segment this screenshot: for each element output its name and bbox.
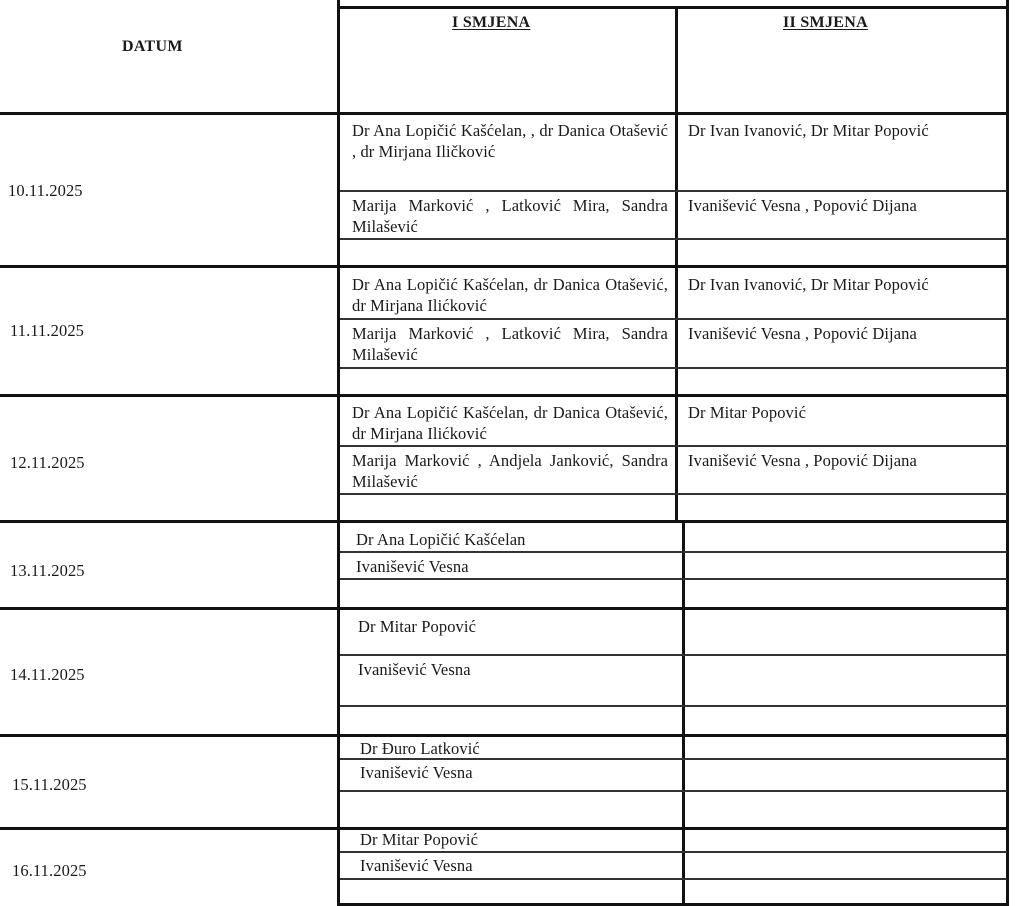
shift1-doctors: Dr Ana Lopičić Kašćelan, dr Danica Otašević, dr Mirjana Ilićković xyxy=(352,275,668,315)
header-separator xyxy=(0,112,1009,115)
shift1-doctors: Dr Đuro Latković xyxy=(360,739,480,758)
subrow-line xyxy=(340,551,1007,553)
table-right-border xyxy=(1006,0,1009,906)
row-separator-11 xyxy=(0,394,1009,397)
subrow-line xyxy=(340,705,1007,707)
subrow-line xyxy=(340,367,1007,369)
row-date: 10.11.2025 xyxy=(8,181,83,200)
column-divider-datum xyxy=(337,0,340,906)
header-shift-2: II SMJENA xyxy=(783,14,868,31)
shift1-staff: Ivanišević Vesna xyxy=(358,660,471,679)
shift1-doctors: Dr Ana Lopičić Kašćelan, dr Danica Otašević, dr Mirjana Ilićković xyxy=(352,403,668,443)
subrow-line xyxy=(340,578,1007,580)
row-date: 15.11.2025 xyxy=(12,775,87,794)
shift1-staff: Marija Marković , Andjela Janković, Sandra Milašević xyxy=(352,451,668,491)
row-date: 12.11.2025 xyxy=(10,453,85,472)
shift1-doctors: Dr Mitar Popović xyxy=(358,617,477,636)
shift1-staff: Marija Marković , Latković Mira, Sandra Milašević xyxy=(352,324,668,364)
shift2-staff: Ivanišević Vesna , Popović Dijana xyxy=(688,451,917,470)
shift1-doctors: Dr Mitar Popović xyxy=(360,830,479,849)
subrow-line xyxy=(340,654,1007,656)
row-date: 13.11.2025 xyxy=(10,561,85,580)
subrow-line xyxy=(340,190,1007,192)
row-separator-10 xyxy=(0,265,1009,268)
shift1-staff: Ivanišević Vesna xyxy=(360,763,473,782)
shift1-doctors: Dr Ana Lopičić Kašćelan, , dr Danica Otašević , dr Mirjana Iličković xyxy=(352,121,668,161)
shift2-staff: Ivanišević Vesna , Popović Dijana xyxy=(688,324,917,343)
row-date: 16.11.2025 xyxy=(12,861,87,880)
shift2-doctors: Dr Ivan Ivanović, Dr Mitar Popović xyxy=(688,121,929,140)
shift1-staff: Ivanišević Vesna xyxy=(360,856,473,875)
header-shift-1: I SMJENA xyxy=(452,14,531,31)
header-datum: DATUM xyxy=(122,38,183,55)
row-separator-14 xyxy=(0,734,1009,737)
table-top-border xyxy=(338,6,1008,9)
subrow-line xyxy=(340,238,1007,240)
subrow-line xyxy=(340,445,1007,447)
row-separator-15 xyxy=(0,827,1009,830)
shift1-staff: Ivanišević Vesna xyxy=(356,557,469,576)
subrow-line xyxy=(340,493,1007,495)
row-date: 11.11.2025 xyxy=(10,321,85,340)
subrow-line xyxy=(340,878,1007,880)
row-date: 14.11.2025 xyxy=(10,665,85,684)
subrow-line xyxy=(340,790,1007,792)
shift2-doctors: Dr Ivan Ivanović, Dr Mitar Popović xyxy=(688,275,929,294)
shift1-staff: Marija Marković , Latković Mira, Sandra Milašević xyxy=(352,196,668,236)
subrow-line xyxy=(340,318,1007,320)
shift1-doctors: Dr Ana Lopičić Kašćelan xyxy=(356,530,526,549)
shift2-staff: Ivanišević Vesna , Popović Dijana xyxy=(688,196,917,215)
subrow-line xyxy=(340,851,1007,853)
shift2-doctors: Dr Mitar Popović xyxy=(688,403,807,422)
row-separator-13 xyxy=(0,607,1009,610)
row-separator-12 xyxy=(0,520,1009,523)
